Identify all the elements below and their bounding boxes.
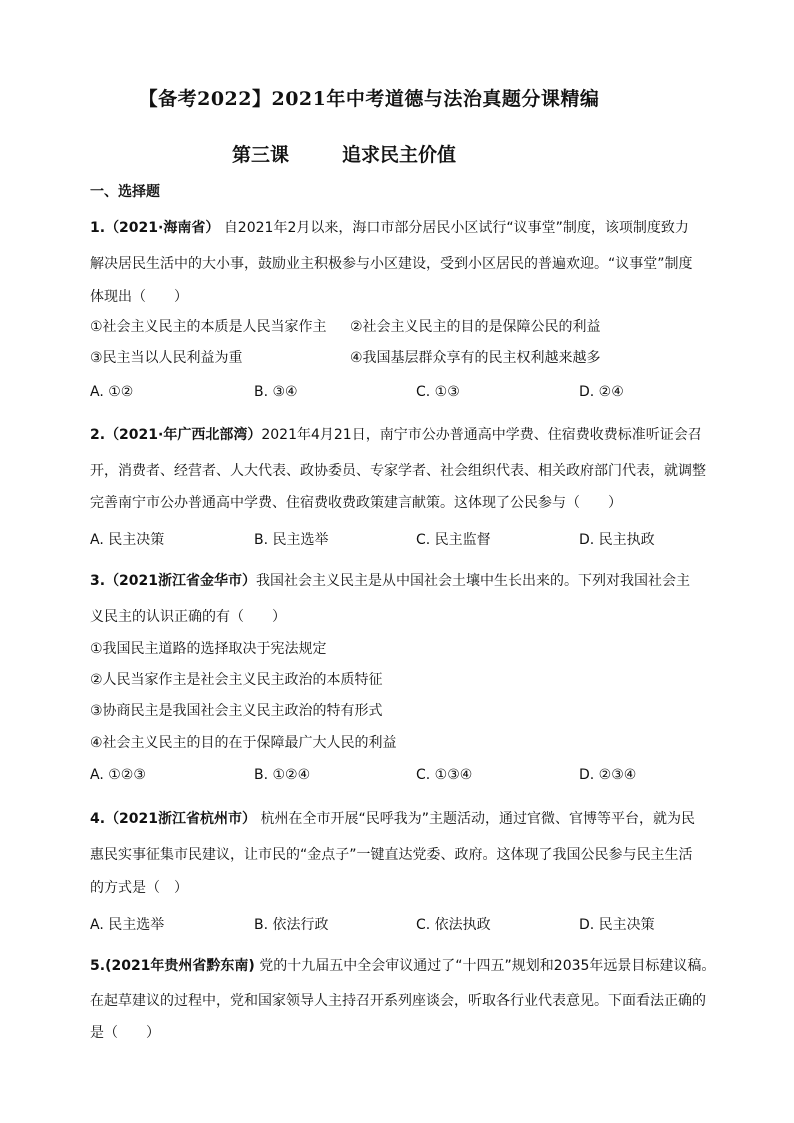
question-4-option-a[interactable]: A. 民主选举 [90,917,165,933]
question-1-option-a[interactable]: A. ①② [90,384,134,400]
lesson-number: 第三课 [232,144,290,166]
question-1-line-2: 解决居民生活中的大小事，鼓励业主积极参与小区建设，受到小区居民的普遍欢迎。“议事堂”制度 [90,256,693,272]
question-1-statement-2: ②社会主义民主的目的是保障公民的利益 [350,319,601,335]
question-5-line-3: 是（ ） [90,1025,160,1041]
question-4-option-c[interactable]: C. 依法执政 [416,917,491,933]
question-1-line-3: 体现出（ ） [90,289,188,305]
question-3-source: （2021浙江省金华市） [105,573,257,589]
question-4-line-2: 惠民实事征集市民建议，让市民的“金点子”一键直达党委、政府。这体现了我国公民参与民主生活 [90,847,693,863]
document-title: 【备考2022】2021年中考道德与法治真题分课精编 [138,88,600,110]
question-2-option-c[interactable]: C. 民主监督 [416,532,491,548]
question-1-option-d[interactable]: D. ②④ [579,384,624,400]
question-1-source: （2021·海南省） [105,220,220,236]
question-1-statement-3: ③民主当以人民利益为重 [90,350,243,366]
question-2-source: （2021·年广西北部湾） [105,427,262,443]
question-3-statement-4: ④社会主义民主的目的在于保障最广大人民的利益 [90,735,397,751]
question-1-statement-4: ④我国基层群众享有的民主权利越来越多 [350,350,601,366]
question-4-source: （2021浙江省杭州市） [105,811,257,827]
question-2-number: 2. [90,427,106,443]
question-3-option-a[interactable]: A. ①②③ [90,767,146,783]
question-2-option-a[interactable]: A. 民主决策 [90,532,165,548]
question-3-option-b[interactable]: B. ①②④ [254,767,311,783]
question-3-statement-2: ②人民当家作主是社会主义民主政治的本质特征 [90,672,383,688]
question-3-option-d[interactable]: D. ②③④ [579,767,637,783]
question-1-statement-1: ①社会主义民主的本质是人民当家作主 [90,319,327,335]
question-4-option-d[interactable]: D. 民主决策 [579,917,655,933]
question-1-option-c[interactable]: C. ①③ [416,384,460,400]
section-heading: 一、选择题 [90,184,160,200]
question-1-number: 1. [90,220,106,236]
question-1-option-b[interactable]: B. ③④ [254,384,298,400]
question-2-option-d[interactable]: D. 民主执政 [579,532,655,548]
question-4-line-3: 的方式是（ ） [90,880,188,896]
question-5-line-2: 在起草建议的过程中，党和国家领导人主持召开系列座谈会，听取各行业代表意见。下面看法正确的 [90,993,706,1009]
question-5-line-1: 5.(2021年贵州省黔东南) 党的十九届五中全会审议通过了“十四五”规划和2035年远景目标建议稿。 [90,958,716,974]
question-3-statement-3: ③协商民主是我国社会主义民主政治的特有形式 [90,703,383,719]
question-4-option-b[interactable]: B. 依法行政 [254,917,329,933]
question-3-option-c[interactable]: C. ①③④ [416,767,473,783]
question-4-line-1: 4.（2021浙江省杭州市） 杭州在全市开展“民呼我为”主题活动，通过官微、官博等平台，就为民 [90,811,695,827]
lesson-topic: 追求民主价值 [341,144,456,166]
question-2-line-3: 完善南宁市公办普通高中学费、住宿费收费政策建言献策。这体现了公民参与（ ） [90,495,622,511]
question-5-number: 5. [90,958,106,974]
question-1-line-1: 1.（2021·海南省） 自2021年2月以来，海口市部分居民小区试行“议事堂”制度，该项制度致力 [90,220,689,236]
question-3-number: 3. [90,573,106,589]
question-3-statement-1: ①我国民主道路的选择取决于宪法规定 [90,641,327,657]
question-2-line-2: 开，消费者、经营者、人大代表、政协委员、专家学者、社会组织代表、相关政府部门代表，就调整 [90,463,706,479]
question-5-source: (2021年贵州省黔东南) [105,958,255,974]
lesson-heading [232,140,456,167]
question-2-line-1: 2.（2021·年广西北部湾）2021年4月21日，南宁市公办普通高中学费、住宿费收费标准听证会召 [90,427,702,443]
question-3-line-2: 义民主的认识正确的有（ ） [90,609,286,625]
question-4-number: 4. [90,811,106,827]
question-2-option-b[interactable]: B. 民主选举 [254,532,329,548]
question-3-line-1: 3.（2021浙江省金华市）我国社会主义民主是从中国社会土壤中生长出来的。下列对我国社会主 [90,573,691,589]
